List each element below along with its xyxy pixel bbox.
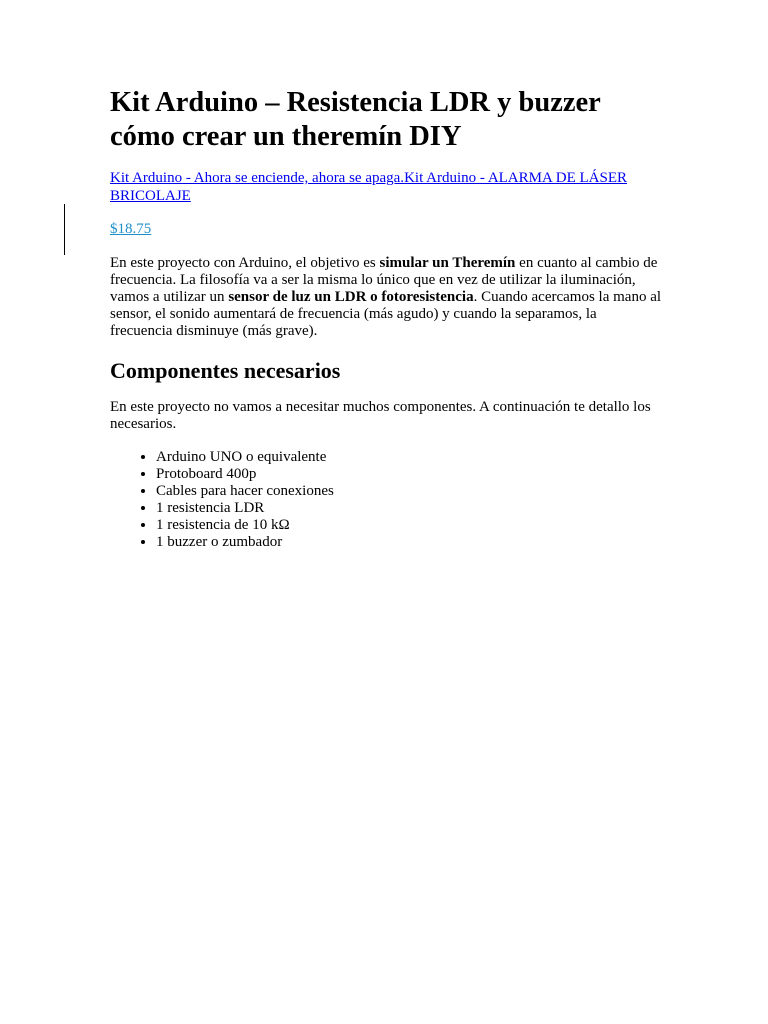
section-heading: Componentes necesarios <box>110 357 341 383</box>
price-link[interactable]: $18.75 <box>110 221 152 237</box>
page-title: Kit Arduino – Resistencia LDR y buzzer cómo crear un theremín DIY <box>110 87 601 152</box>
list-item: • 1 resistencia LDR <box>156 500 662 517</box>
intro-bold-2: sensor de luz un LDR o fotoresistencia <box>228 288 474 305</box>
list-item: • 1 resistencia de 10 kΩ <box>156 517 662 534</box>
list-item: • Arduino UNO o equivalente <box>156 449 662 466</box>
list-item: • Cables para hacer conexiones <box>156 483 662 500</box>
intro-text-3: . Cuando acercamos la mano al sensor, el sonido aumentará de frecuencia (más agudo) y cuando la separamos, la frecuencia disminuye (más grave). <box>110 288 662 339</box>
article <box>110 86 662 551</box>
components-list <box>110 449 662 551</box>
section-intro: En este proyecto no vamos a necesitar muchos componentes. A continuación te detallo los necesarios. <box>110 398 651 432</box>
link-previous-article[interactable]: Kit Arduino - Ahora se enciende, ahora se apaga. <box>110 170 405 186</box>
intro-text-1: En este proyecto con Arduino, el objetivo es <box>110 254 380 271</box>
intro-paragraph <box>110 255 662 340</box>
link-next-article[interactable]: Kit Arduino - ALARMA DE LÁSER BRICOLAJE <box>110 170 627 204</box>
list-item: • Protoboard 400p <box>156 466 662 483</box>
text-cursor <box>64 204 65 255</box>
related-links <box>110 170 662 205</box>
price-line <box>110 221 662 239</box>
intro-text-2: en cuanto al cambio de frecuencia. La filosofía va a ser la misma lo único que en vez de utilizar la iluminación, vamos a utilizar un <box>110 254 658 305</box>
list-item: • 1 buzzer o zumbador <box>156 534 662 551</box>
intro-bold-1: simular un Theremín <box>379 254 516 271</box>
